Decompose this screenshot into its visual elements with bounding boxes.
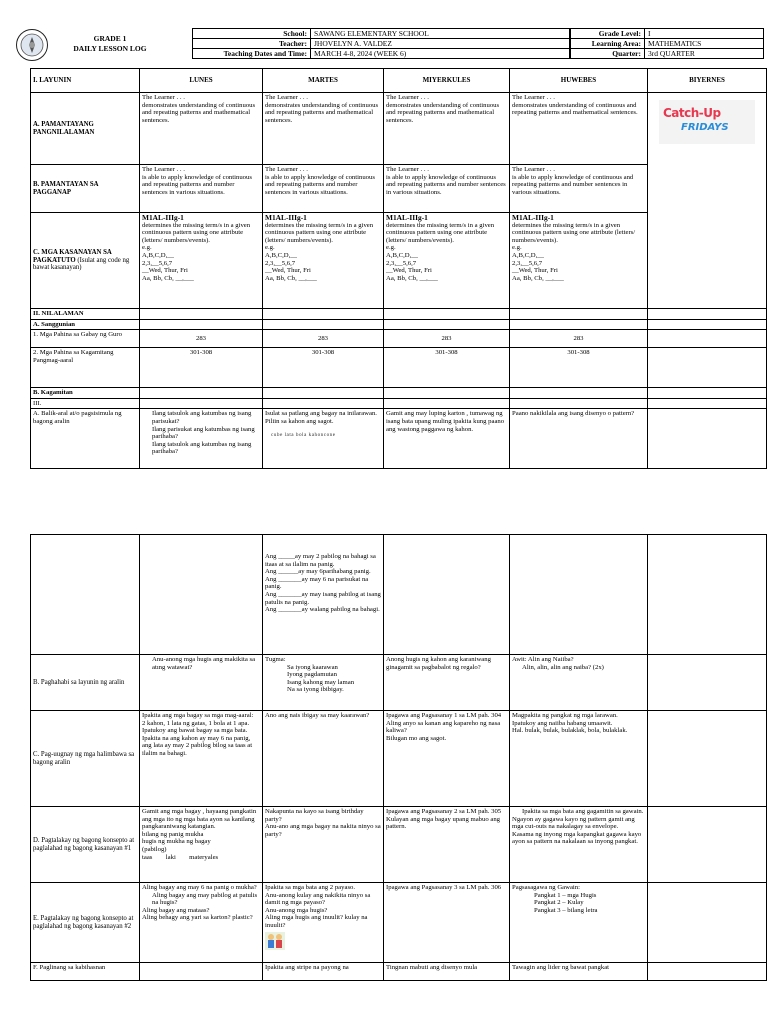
row-nilalaman xyxy=(31,309,767,320)
page-number: 301-308 xyxy=(510,348,648,388)
cell-line: A,B,C,D,__ xyxy=(386,251,418,259)
empty-cell xyxy=(510,535,648,655)
clowns-image-icon xyxy=(265,932,285,950)
cell-line: hugis ng mukha ng bagay xyxy=(142,838,211,846)
cell-line: e.g. xyxy=(265,244,275,252)
cell-line: Ang _____ay may 2 pabilog na bahagi sa itaas at sa ilalim na panig. xyxy=(265,553,376,568)
cell-line: Ipatukoy ang bawat bagay sa mga bata. xyxy=(142,727,248,735)
cell-line: Tugma: xyxy=(265,656,286,663)
page-number: 283 xyxy=(140,330,263,348)
cell-line: 2,3,__5,6,7 xyxy=(386,259,417,267)
row-label: B. PAMANTAYAN SA PAGGANAP xyxy=(31,165,140,213)
cell-content xyxy=(263,535,384,655)
row-balik-aral xyxy=(31,409,767,469)
row-label-title: C. MGA KASANAYAN SA PAGKATUTO xyxy=(33,249,112,264)
deped-seal-icon xyxy=(14,28,50,62)
row-label xyxy=(31,213,140,309)
cell-line: Ilang parisukat ang katumbas ng isang parihaba? xyxy=(152,425,255,441)
empty-cell xyxy=(648,883,767,963)
dates-label: Teaching Dates and Time: xyxy=(193,49,311,59)
cell-content xyxy=(140,655,263,711)
empty-cell xyxy=(510,319,648,330)
empty-cell xyxy=(648,655,767,711)
grade-label: GRADE 1 xyxy=(93,34,127,43)
row-label-note: (Isulat ang code ng bawat kasanayan) xyxy=(33,256,130,272)
cell-content xyxy=(384,165,510,213)
cell-content xyxy=(140,213,263,309)
catchup-title: Catch-Up xyxy=(663,106,721,120)
cell-line: determines the missing term/s in a given continuous pattern using one attribute (letters/ numbers/events). xyxy=(265,221,374,244)
log-title: DAILY LESSON LOG xyxy=(73,44,147,53)
cell-content xyxy=(263,213,384,309)
page-number: 283 xyxy=(384,330,510,348)
empty-cell xyxy=(384,319,510,330)
cell-line: Ilang tatsulok ang katumbas ng isang parihaba? xyxy=(152,440,252,456)
learning-area-value: MATHEMATICS xyxy=(645,39,764,49)
empty-cell xyxy=(140,535,263,655)
cell-line: determines the missing term/s in a given continuous pattern using one attribute (letters/ numbers/events). xyxy=(512,221,636,244)
day-friday: BIYERNES xyxy=(648,69,767,93)
cell-line: 2,3,__5,6,7 xyxy=(265,259,296,267)
dll-header xyxy=(14,28,764,62)
cell-line: demonstrates understanding of continuous and repeating patterns and mathematical sentences. xyxy=(142,101,256,124)
empty-cell xyxy=(510,309,648,320)
empty-cell xyxy=(140,963,263,981)
cell-line: (pabilog) xyxy=(142,845,167,853)
competency-code: M1AL-IIIg-1 xyxy=(386,213,428,222)
cell-line: The Learner . . . xyxy=(142,94,185,101)
cell-line: A,B,C,D,__ xyxy=(142,251,174,259)
cell-line: Aa, Bb, Cb, __,___ xyxy=(265,274,317,282)
cell-line: Alin, alin, alin ang naiba? (2x) xyxy=(522,663,604,671)
cell-line: Pangkat 2 – Kulay xyxy=(534,899,584,907)
cell-line: A,B,C,D,__ xyxy=(512,251,544,259)
lesson-log-table-top xyxy=(30,68,767,469)
grade-title-block xyxy=(52,34,168,54)
cell-line: determines the missing term/s in a given continuous pattern using one attribute (letters/ numbers/events). xyxy=(142,221,251,244)
cell-content: Ipagawa ang Pagsasanay 3 sa LM pah. 306 xyxy=(384,883,510,963)
cell-line: Aling bagay ang may 6 na panig o mukha? xyxy=(142,884,257,891)
empty-cell xyxy=(648,807,767,883)
row-label: D. Pagtalakay ng bagong konsepto at paglalahad ng bagong kasanayan #1 xyxy=(31,807,140,883)
school-info-table xyxy=(192,28,570,59)
dates-value: MARCH 4-8, 2024 (WEEK 6) xyxy=(311,49,570,59)
cell-line: determines the missing term/s in a given continuous pattern using one attribute (letters/ numbers/events). xyxy=(386,221,495,244)
cell-line: The Learner . . . xyxy=(265,166,308,173)
lesson-log-table-bottom xyxy=(30,534,767,981)
empty-cell xyxy=(384,535,510,655)
cell-line: taas laki materyales xyxy=(142,853,219,861)
empty-cell xyxy=(140,388,263,399)
cell-line: Ang _______ay may isang pabilog at isang patulis na panig. xyxy=(265,590,381,606)
row-label: A. Balik-aral at/o pagsisimula ng bagong aralin xyxy=(31,409,140,469)
row-kagamitan xyxy=(31,388,767,399)
cell-content: Ano ang nais ibigay sa may kaarawan? xyxy=(263,711,384,807)
day-header-row xyxy=(31,69,767,93)
cell-content xyxy=(510,213,648,309)
cell-line: A,B,C,D,__ xyxy=(265,251,297,259)
cell-line: demonstrates understanding of continuous and repeating patterns and mathematical sentences. xyxy=(265,101,379,124)
cell-line: Ipakita na ang kahon ay may 6 na panig, xyxy=(142,734,251,742)
empty-cell xyxy=(510,398,648,409)
cell-line: Anu-ano ang mga bagay na nakita ninyo sa party? xyxy=(265,823,381,838)
empty-cell xyxy=(263,319,384,330)
cell-line: is able to apply knowledge of continuous and repeating patterns and number sentences in various situations. xyxy=(142,173,252,196)
cell-line: Aling bagay ang mataas? xyxy=(142,906,210,914)
empty-cell xyxy=(140,309,263,320)
cell-line: Anu-anong kulay ang nakikita ninyo sa damit ng mga payaso? xyxy=(265,891,371,907)
cell-content xyxy=(510,883,648,963)
cell-content: Gamit ang may luping karton , tumawag ng isang bata upang muling ipakita kung paano ang wastong paggawa ng kahon. xyxy=(384,409,510,469)
cell-content xyxy=(140,409,263,469)
cell-line: Aling mga hugis ang inuulit? kulay na inuulit? xyxy=(265,914,368,929)
cell-line: demonstrates understanding of continuous and repeating patterns and mathematical sentences. xyxy=(512,101,638,117)
cell-line: Gamit ang mga bagay , hayaang pangkatin ang mga ito ng mga bata ayon sa kanilang pangkaraniwang katangian. xyxy=(142,808,257,831)
cell-content xyxy=(384,93,510,165)
cell-line: Na sa iyong ibibigay. xyxy=(287,686,344,694)
page-number: 301-308 xyxy=(263,348,384,388)
empty-cell xyxy=(648,409,767,469)
empty-cell xyxy=(384,388,510,399)
row-paglinang xyxy=(31,963,767,981)
cell-line: Kasama ng inyong mga kapangkat gagawa kayo ayon sa pattern na nakalaan sa inyong pangkat. xyxy=(512,830,642,846)
cell-line: is able to apply knowledge of continuous and repeating patterns and number sentences in various situations. xyxy=(265,173,375,196)
choices-box: cube lata bola kahoncone xyxy=(271,431,336,438)
cell-line: Ang _______ay walang pabilog na bahagi. xyxy=(265,606,380,614)
cell-line: The Learner . . . xyxy=(512,166,555,173)
cell-content xyxy=(140,165,263,213)
empty-cell xyxy=(648,348,767,388)
empty-cell xyxy=(648,963,767,981)
layunin-heading: I. LAYUNIN xyxy=(31,69,140,93)
cell-line: Isulat sa patlang ang bagay na inilarawan. xyxy=(265,410,377,418)
cell-line: Bilugan mo ang sagot. xyxy=(386,734,447,742)
empty-cell xyxy=(648,535,767,655)
cell-content: Paano nakikilala ang isang disenyo o pattern? xyxy=(510,409,648,469)
cell-content xyxy=(263,165,384,213)
grade-level-value: I xyxy=(645,29,764,39)
class-info-table xyxy=(570,28,764,59)
cell-line: Ipakita sa mga bata ang gagamitin sa gawain. xyxy=(522,808,644,815)
quarter-label: Quarter: xyxy=(571,49,645,59)
cell-line: The Learner . . . xyxy=(265,94,308,101)
row-label: B. Paghahabi sa layunin ng aralin xyxy=(31,655,140,711)
page-number: 283 xyxy=(263,330,384,348)
row-label: II. NILALAMAN xyxy=(31,309,140,320)
quarter-value: 3rd QUARTER xyxy=(645,49,764,59)
day-tuesday: MARTES xyxy=(263,69,384,93)
row-pag-uugnay xyxy=(31,711,767,807)
row-kagamitang-pangmag-aaral xyxy=(31,348,767,388)
cell-line: Aling behagy ang yari sa karton? plastic? xyxy=(142,914,253,922)
cell-line: The Learner . . . xyxy=(512,94,555,101)
cell-line: Hal. bulak, bulak, bulaklak, bola, bulaklak. xyxy=(512,727,628,735)
cell-line: Aa, Bb, Cb, __,___ xyxy=(512,274,564,282)
competency-code: M1AL-IIIg-1 xyxy=(142,213,184,222)
learning-area-label: Learning Area: xyxy=(571,39,645,49)
cell-content xyxy=(510,93,648,165)
cell-line: Pangkat 3 – bilang letra xyxy=(534,906,598,914)
catchup-subtitle: FRIDAYS xyxy=(681,122,729,133)
day-monday: LUNES xyxy=(140,69,263,93)
cell-content xyxy=(140,883,263,963)
cell-line: 2,3,__5,6,7 xyxy=(512,259,543,267)
row-balik-aral-continued xyxy=(31,535,767,655)
cell-content xyxy=(263,409,384,469)
teacher-label: Teacher: xyxy=(193,39,311,49)
cell-line: Sa iyong kaarawan xyxy=(287,663,338,671)
cell-content xyxy=(384,807,510,883)
cell-line: e.g. xyxy=(142,244,152,252)
cell-content xyxy=(384,711,510,807)
cell-line: 2 kahon, 1 lata ng gatas, 1 bola at 1 apa. xyxy=(142,719,250,727)
cell-content xyxy=(140,711,263,807)
teacher-value: JHOVELYN A. VALDEZ xyxy=(311,39,570,49)
day-thursday: HUWEBES xyxy=(510,69,648,93)
cell-line: __Wed, Thur, Fri xyxy=(142,267,188,275)
cell-line: Pagsasagawa ng Gawain: xyxy=(512,884,580,891)
empty-cell xyxy=(510,388,648,399)
empty-cell xyxy=(263,309,384,320)
cell-line: 2,3,__5,6,7 xyxy=(142,259,173,267)
row-pagtalakay-1 xyxy=(31,807,767,883)
cell-line: Anu-anong mga hugis ang makikita sa atıng watawat? xyxy=(152,656,256,671)
row-label: 1. Mga Pahina sa Gabay ng Guro xyxy=(31,330,140,348)
cell-line: Ngayon ay gagawa kayo ng pattern gamit ang mga cut-outs na nakalagay sa envelope. xyxy=(512,815,635,831)
cell-line: The Learner . . . xyxy=(142,166,185,173)
cell-content xyxy=(263,807,384,883)
catchup-fridays-image xyxy=(659,100,755,144)
cell-content xyxy=(510,807,648,883)
competency-code: M1AL-IIIg-1 xyxy=(265,213,307,222)
cell-line: Magpakita ng pangkat ng mga larawan. xyxy=(512,712,618,719)
cell-line: is able to apply knowledge of continuous and repeating patterns and number sentences in various situations. xyxy=(386,173,506,196)
day-wednesday: MIYERKULES xyxy=(384,69,510,93)
cell-line: Awit: Alin ang Naiiba? xyxy=(512,656,574,663)
cell-content xyxy=(384,213,510,309)
empty-cell xyxy=(140,398,263,409)
row-pamantayang-pangnilalaman xyxy=(31,93,767,165)
page-number: 283 xyxy=(510,330,648,348)
cell-line: Piliin sa kahon ang sagot. xyxy=(265,417,334,425)
cell-content xyxy=(510,711,648,807)
cell-line: Iyong pagdamutan xyxy=(287,671,337,679)
cell-line: Ipagawa ang Pagsasanay 2 sa LM pah. 305 xyxy=(386,808,502,815)
row-gabay-ng-guro xyxy=(31,330,767,348)
cell-line: demonstrates understanding of continuous and repeating patterns and mathematical sentences. xyxy=(386,101,500,124)
cell-line: Kulayan ang mga bagay upang mabuo ang pattern. xyxy=(386,815,501,831)
cell-line: Pangkat 1 – mga Hugis xyxy=(534,891,597,899)
row-label: III. xyxy=(31,398,140,409)
cell-line: Ilang tatsulok ang katumbas ng isang parisukat? xyxy=(152,410,252,425)
cell-line: e.g. xyxy=(512,244,522,252)
row-label: A. Sanggunian xyxy=(31,319,140,330)
page-number: 301-308 xyxy=(140,348,263,388)
empty-cell xyxy=(648,388,767,399)
cell-line: Aling bagay ang may pabilog at patulis na hugis? xyxy=(152,891,258,907)
cell-content: Tawagin ang lider ng bawat pangkat xyxy=(510,963,648,981)
grade-level-label: Grade Level: xyxy=(571,29,645,39)
row-label: B. Kagamitan xyxy=(31,388,140,399)
empty-cell xyxy=(384,398,510,409)
row-pagtalakay-2 xyxy=(31,883,767,963)
cell-line: Isang kahong may laman xyxy=(287,678,355,686)
cell-content: Ipakita ang stripe na payong na xyxy=(263,963,384,981)
cell-content xyxy=(510,165,648,213)
empty-cell xyxy=(140,319,263,330)
cell-line: Ipagawa ang Pagsasanay 1 sa LM pah. 304 xyxy=(386,712,502,719)
cell-line: Ang _______ay may 6 na parisukat na panig. xyxy=(265,575,369,591)
row-sanggunian xyxy=(31,319,767,330)
school-label: School: xyxy=(193,29,311,39)
school-value: SAWANG ELEMENTARY SCHOOL xyxy=(311,29,570,39)
cell-content xyxy=(140,93,263,165)
cell-content xyxy=(510,655,648,711)
cell-line: Ipakita sa mga bata ang 2 payaso. xyxy=(265,884,356,891)
row-paghahabi xyxy=(31,655,767,711)
cell-line: __Wed, Thur, Fri xyxy=(512,267,558,275)
cell-line: Aa, Bb, Cb, __,___ xyxy=(142,274,194,282)
page-number: 301-308 xyxy=(384,348,510,388)
empty-cell xyxy=(263,398,384,409)
cell-line: bilang ng panig mukha xyxy=(142,830,204,838)
empty-cell xyxy=(648,398,767,409)
empty-cell xyxy=(31,535,140,655)
friday-catchup-cell xyxy=(648,93,767,309)
empty-cell xyxy=(648,319,767,330)
row-label: F. Paglinang sa kabihasnan xyxy=(31,963,140,981)
cell-content: Anong hugis ng kahon ang karaniwang ginagamit sa pagbabalot ng regalo? xyxy=(384,655,510,711)
cell-content xyxy=(140,807,263,883)
cell-line: Ang ______ay may 6parihabang panig. xyxy=(265,568,371,576)
cell-line: __Wed, Thur, Fri xyxy=(265,267,311,275)
row-label: C. Pag-uugnay ng mga halimbawa sa bagong aralin xyxy=(31,711,140,807)
cell-line: Aling anyo sa kanan ang kapareho ng nasa kaliwa? xyxy=(386,719,501,735)
empty-cell xyxy=(648,309,767,320)
row-label: E. Pagtalakay ng bagong konsepto at paglalahad ng bagong kasanayan #2 xyxy=(31,883,140,963)
cell-content xyxy=(263,93,384,165)
cell-line: ang lata ay may 2 pabilog bilog sa taas at ilalim na bahagi. xyxy=(142,742,253,757)
empty-cell xyxy=(384,309,510,320)
row-label: 2. Mga Pahina sa Kagamitang Pangmag-aaral xyxy=(31,348,140,388)
competency-code: M1AL-IIIg-1 xyxy=(512,213,554,222)
cell-line: Nakapunta na kayo sa isang birthday party? xyxy=(265,808,364,823)
cell-content xyxy=(263,655,384,711)
cell-line: __Wed, Thur, Fri xyxy=(386,267,432,275)
cell-line: is able to apply knowledge of continuous and repeating patterns and number sentences in various situations. xyxy=(512,173,634,196)
cell-content: Tingnan mabuti ang disenyo mula xyxy=(384,963,510,981)
empty-cell xyxy=(263,388,384,399)
cell-line: The Learner . . . xyxy=(386,166,429,173)
cell-line: Anu-anong mga hugis? xyxy=(265,906,328,914)
cell-line: The Learner . . . xyxy=(386,94,429,101)
row-label: A. PAMANTAYANG PANGNILALAMAN xyxy=(31,93,140,165)
cell-line: e.g. xyxy=(386,244,396,252)
empty-cell xyxy=(648,711,767,807)
cell-content xyxy=(263,883,384,963)
cell-line: Aa, Bb, Cb, __,___ xyxy=(386,274,438,282)
cell-line: Ipakita ang mga bagay sa mga mag-aaral: xyxy=(142,712,254,719)
empty-cell xyxy=(648,330,767,348)
row-three xyxy=(31,398,767,409)
cell-line: Ipatukoy ang naiiba habang umaawit. xyxy=(512,719,613,727)
